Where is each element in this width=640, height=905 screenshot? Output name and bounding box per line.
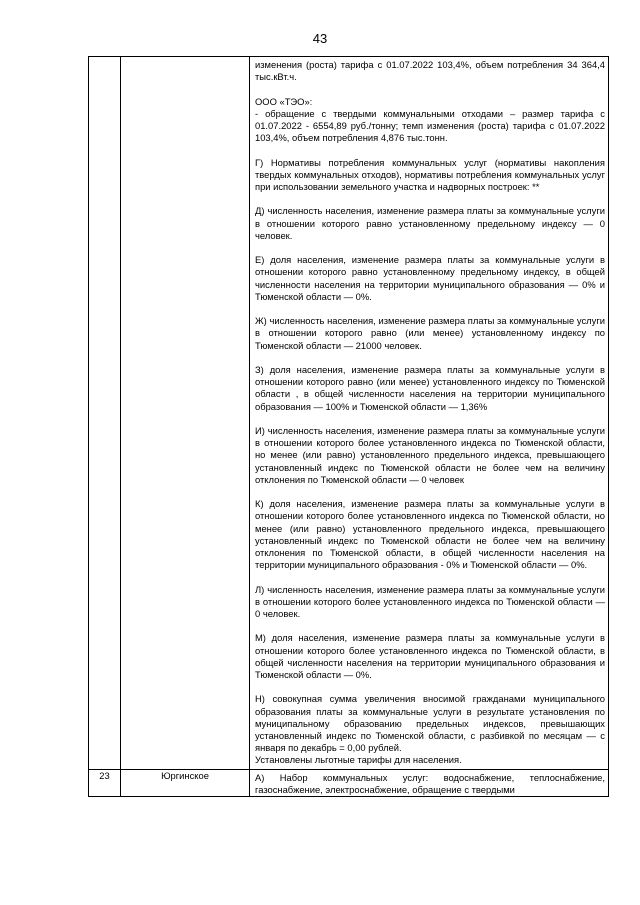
row-number-cell <box>89 57 121 770</box>
description-text <box>250 57 608 769</box>
paragraph: Е) доля населения, изменение размера платы за коммунальные услуги в отношении которого равно установленному предельному индексу, в общей численности населения на территории муниципального образования — 0% и Тюменской области — 0%. <box>255 254 605 302</box>
paragraph: З) доля населения, изменение размера платы за коммунальные услуги в отношении которого равно (или менее) установленного индексу по Тюменской области , в общей численности населения на территории муниципального образования — 100% и Тюменской области — 1,36% <box>255 363 605 412</box>
paragraph: К) доля населения, изменение размера платы за коммунальные услуги в отношении которого более установленного индекса по Тюменской области, но менее (или равно) установленного предельного индекса, превышающего установленный индекс по Тюменской области не более чем на величину отклонения по Тюменской области, в общей численности населения на территории муниципального образования - 0% и Тюменской области — 0%. <box>255 498 605 571</box>
description-cell <box>250 769 609 796</box>
paragraph: Г) Нормативы потребления коммунальных услуг (нормативы накопления твердых коммунальных отходов), нормативы потребления коммунальных услуг при использовании земельного участка и надворных построек: ** <box>255 156 605 192</box>
page-number: 43 <box>312 31 328 46</box>
paragraph: Ж) численность населения, изменение размера платы за коммунальные услуги в отношении которого равно (или менее) установленному индексу по Тюменской области — 21000 человек. <box>255 315 605 351</box>
description-cell <box>250 57 609 770</box>
paragraph: ООО «ТЭО»: - обращение с твердыми коммунальными отходами – размер тарифа с 01.07.2022 - 6554,89 руб./тонну; темп изменения (роста) тарифа с 01.07.2022 103,4%, объем потребления 4,876 тыс.тонн. <box>255 95 605 144</box>
paragraph: изменения (роста) тарифа с 01.07.2022 103,4%, объем потребления 34 364,4 тыс.кВт.ч. <box>255 59 605 83</box>
table-row <box>89 769 609 796</box>
row-number-cell: 23 <box>89 769 121 796</box>
paragraph: Н) совокупная сумма увеличения вносимой гражданами муниципального образования платы за коммунальные услуги в результате установления по муниципальному образованию предельных индексов, превышающих установленный индекс по Тюменской области, с разбивкой по месяцам — с января по декабрь = 0,00 рублей. <box>255 693 605 754</box>
municipal-table <box>88 56 609 797</box>
table-row <box>89 57 609 770</box>
description-text: А) Набор коммунальных услуг: водоснабжение, теплоснабжение, газоснабжение, электроснабжение, обращение с твердыми <box>255 771 605 795</box>
paragraph: Л) численность населения, изменение размера платы за коммунальные услуги в отношении которого более установленного индекса по Тюменской области — 0 человек. <box>255 583 605 619</box>
municipality-name-cell: Юргинское <box>121 769 250 796</box>
municipality-name-cell <box>121 57 250 770</box>
paragraph: М) доля населения, изменение размера платы за коммунальные услуги в отношении которого более установленного индекса по Тюменской области, в общей численности населения на территории муниципального образования и Тюменской области — 0%. <box>255 632 605 680</box>
paragraph: Д) численность населения, изменение размера платы за коммунальные услуги в отношении которого равно установленному предельному индексу — 0 человек. <box>255 205 605 241</box>
paragraph: Установлены льготные тарифы для населения. <box>255 754 462 766</box>
paragraph: И) численность населения, изменение размера платы за коммунальные услуги в отношении которого более установленного индекса по Тюменской области, но менее (или равно) установленного предельного индекса, превышающего установленный индекс по Тюменской области не более чем на величину отклонения по Тюменской области — 0 человек <box>255 424 605 485</box>
